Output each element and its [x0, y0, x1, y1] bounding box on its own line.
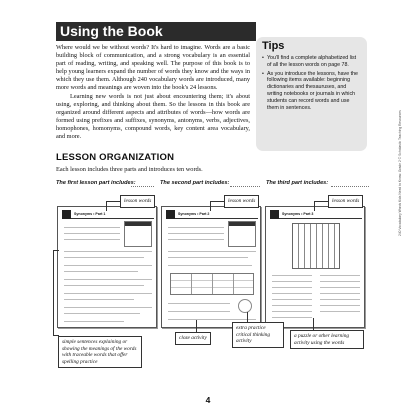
- extra-practice-grid: [170, 273, 254, 295]
- thumbnail-title: Synonyms • Part 1: [74, 212, 106, 216]
- callout-connector: [106, 201, 120, 211]
- tip-item: • As you introduce the lessons, have the following items available: beginning dictionaries and thesauruses, and writing notebooks or journals in which students can record words and use them in sentences.: [262, 71, 361, 112]
- callout-connector: [210, 201, 224, 211]
- callout-connector: [314, 201, 328, 211]
- part-label-third: The third part includes:: [266, 180, 329, 186]
- lesson-part-3-thumbnail: [265, 206, 365, 328]
- callout-lesson-words: lesson words: [224, 195, 259, 208]
- intro-paragraph-1: Where would we be without words? It's hard to imagine. Words are a basic building block of communication, and a strong vocabulary is an essential part of reading, writing, and speaking well. The purpose of this book is to help young learners expand the number of words they know and the ways in which they use them. Although 240 vocabulary words are introduced, many more words and meanings are woven into the book's 24 lessons.: [56, 44, 250, 92]
- dotted-rule: [230, 186, 260, 187]
- lesson-number-badge: [62, 210, 71, 219]
- side-copyright-text: 240 Vocabulary Words Kids Need to Know: Grade 2 © Scholastic Teaching Resources: [398, 110, 402, 236]
- crossword-puzzle: [292, 223, 340, 269]
- thumbnail-title: Synonyms • Part 3: [282, 212, 314, 216]
- callout-connector: [313, 318, 314, 330]
- lesson-organization-title: LESSON ORGANIZATION: [56, 152, 175, 163]
- callout-extra-practice: extra practice critical thinking activity: [232, 322, 284, 348]
- word-list-box: [228, 221, 256, 247]
- word-list-box: [124, 221, 152, 247]
- callout-connector: [53, 250, 59, 336]
- section-header-title: Using the Book: [60, 23, 163, 39]
- callout-simple-sentences: simple sentences explaining or showing the meanings of the words with traceable words that offer spelling practice: [58, 336, 142, 368]
- tips-list: [262, 55, 361, 111]
- callout-lesson-words: lesson words: [328, 195, 363, 208]
- lesson-organization-lead: Each lesson includes three parts and introduces ten words.: [56, 166, 203, 173]
- tip-item: • You'll find a complete alphabetized list of all the lesson words on page 78.: [262, 55, 361, 69]
- callout-connector: [196, 320, 197, 332]
- intro-paragraph-2: Learning new words is not just about encountering them; it's about using, exploring, and thinking about them. So the lessons in this book are organized around different aspects and attributes of words—how words are formed using prefixes and suffixes, synonyms, antonyms, verbs, adjectives, homophones, homonyms, compound words, key content area vocabulary, and more.: [56, 92, 250, 141]
- part-label-first: The first lesson part includes:: [56, 180, 136, 186]
- dotted-rule: [131, 186, 154, 187]
- callout-cloze-activity: cloze activity: [175, 332, 211, 345]
- part-label-second: The second part includes:: [160, 180, 230, 186]
- thumbnail-title: Synonyms • Part 2: [178, 212, 210, 216]
- lesson-number-badge: [270, 210, 279, 219]
- page-number: 4: [205, 395, 211, 405]
- tips-box: [256, 37, 367, 151]
- tips-title: Tips: [262, 40, 285, 52]
- callout-puzzle: a puzzle or other learning activity using the words: [290, 330, 364, 349]
- lesson-number-badge: [166, 210, 175, 219]
- lesson-part-1-thumbnail: [57, 206, 157, 328]
- illustration: [238, 299, 252, 313]
- callout-lesson-words: lesson words: [120, 195, 155, 208]
- callout-connector: [247, 312, 248, 322]
- intro-text: [56, 44, 250, 141]
- dotted-rule: [331, 186, 369, 187]
- lesson-part-2-thumbnail: [161, 206, 261, 328]
